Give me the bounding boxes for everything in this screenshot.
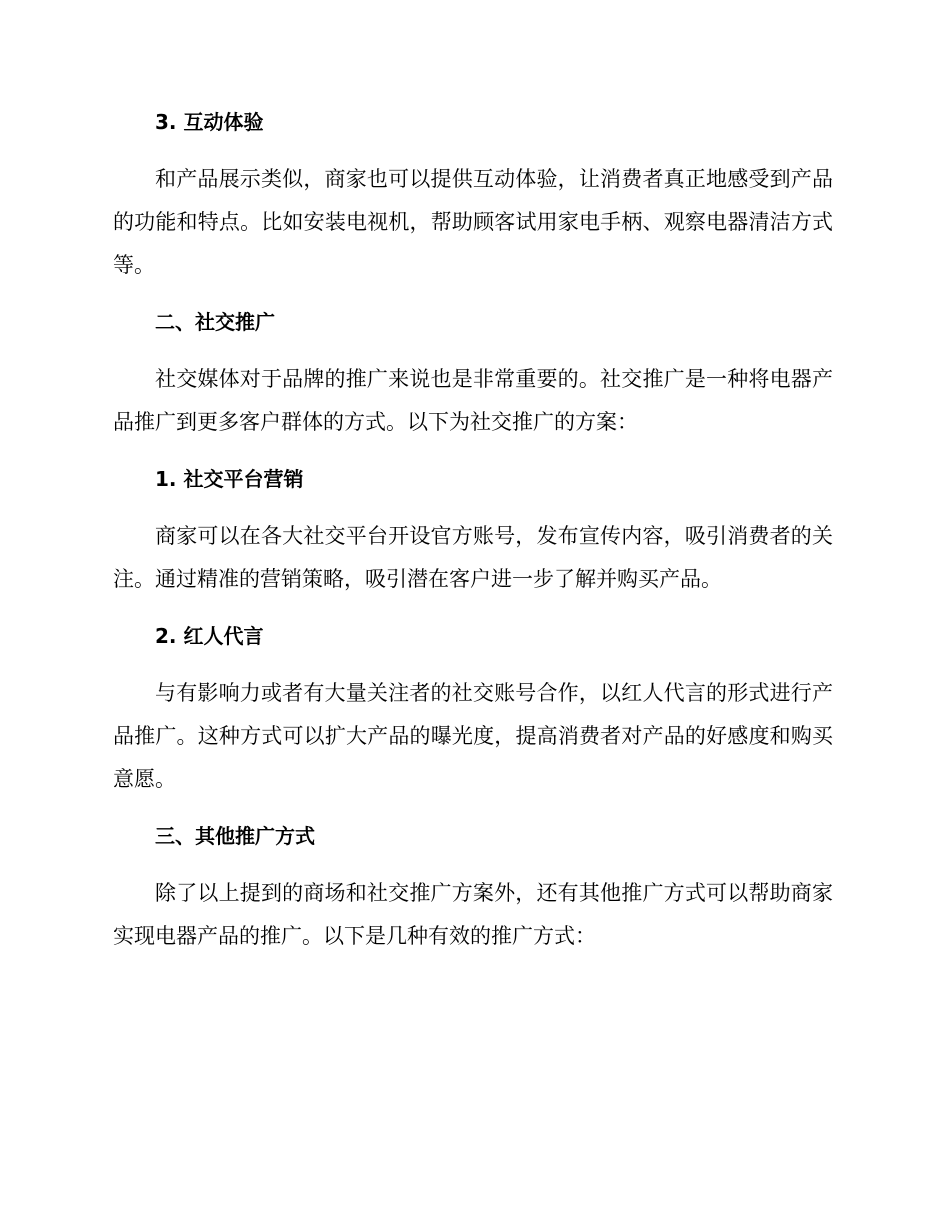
other-promotion-paragraph: 除了以上提到的商场和社交推广方案外，还有其他推广方式可以帮助商家实现电器产品的推广。以下是几种有效的推广方式：	[113, 881, 833, 948]
interactive-experience-heading: 3. 互动体验	[155, 110, 264, 134]
social-promotion-paragraph: 社交媒体对于品牌的推广来说也是非常重要的。社交推广是一种将电器产品推广到更多客户群体的方式。以下为社交推广的方案：	[113, 367, 833, 434]
influencer-endorsement-heading: 2. 红人代言	[155, 624, 264, 648]
social-promotion-heading: 二、社交推广	[155, 310, 275, 334]
social-platform-marketing-heading: 1. 社交平台营销	[155, 467, 304, 491]
other-promotion-heading: 三、其他推广方式	[155, 824, 315, 848]
interactive-experience-paragraph: 和产品展示类似，商家也可以提供互动体验，让消费者真正地感受到产品的功能和特点。比如安装电视机，帮助顾客试用家电手柄、观察电器清洁方式等。	[113, 167, 833, 277]
social-platform-marketing-paragraph: 商家可以在各大社交平台开设官方账号，发布宣传内容，吸引消费者的关注。通过精准的营销策略，吸引潜在客户进一步了解并购买产品。	[113, 524, 833, 591]
influencer-endorsement-paragraph: 与有影响力或者有大量关注者的社交账号合作，以红人代言的形式进行产品推广。这种方式可以扩大产品的曝光度，提高消费者对产品的好感度和购买意愿。	[113, 681, 833, 791]
document-page	[113, 108, 833, 958]
